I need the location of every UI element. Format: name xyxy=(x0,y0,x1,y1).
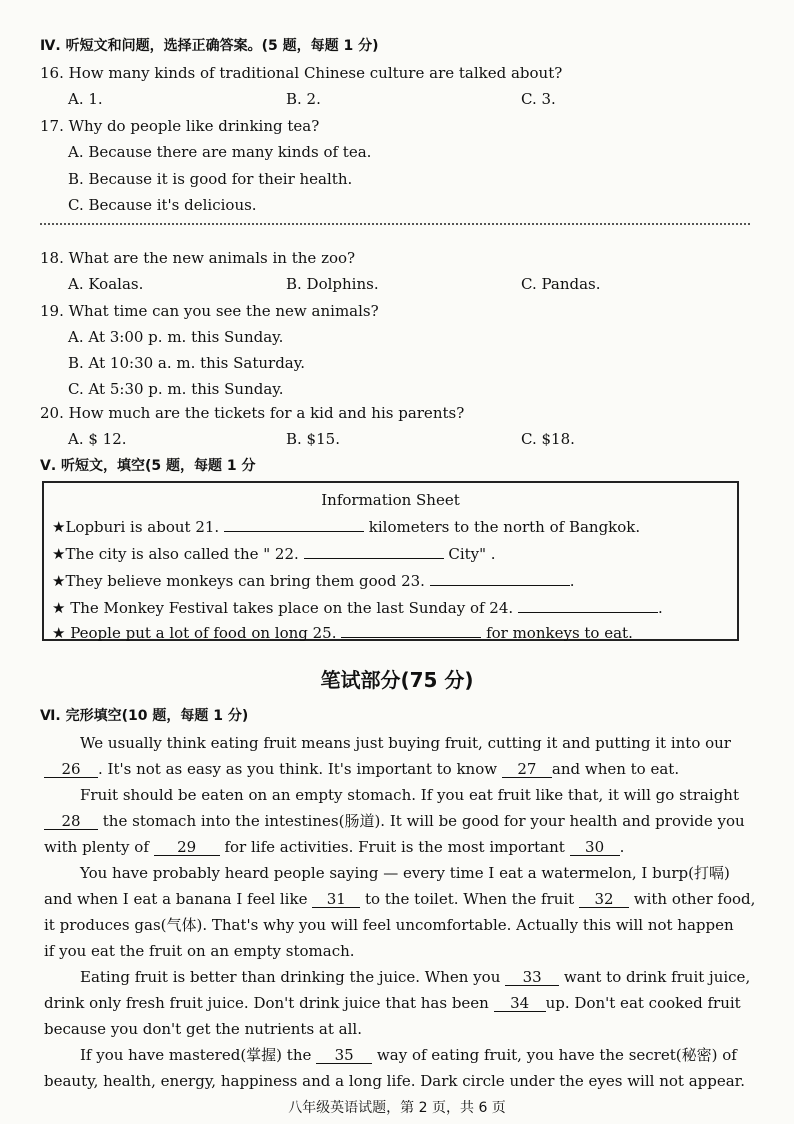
section-5-heading: Ⅴ. 听短文，填空(5 题，每题 1 分 xyxy=(40,458,256,474)
answer-blank-24[interactable] xyxy=(518,598,658,613)
q18-option-c: C. Pandas. xyxy=(521,275,601,293)
cloze-blank-35[interactable]: 35 xyxy=(316,1047,372,1064)
section-6-heading: Ⅵ. 完形填空(10 题，每题 1 分) xyxy=(40,708,249,724)
answer-blank-22[interactable] xyxy=(304,544,444,559)
cloze-paragraph-3: You have probably heard people saying — every time I eat a watermelon, I burp(打嗝) and when I eat a banana I feel like 31 to the toilet. When the fruit 32 with other food, it produces gas(气体). That's why you will feel uncomfortable. Actually this will not happen if you eat the fruit on an empty stomach. xyxy=(44,864,756,960)
q20-option-a: A. $ 12. xyxy=(68,430,127,448)
q17-option-c: C. Because it's delicious. xyxy=(68,196,257,214)
cloze-blank-29[interactable]: 29 xyxy=(154,839,220,856)
q20-option-b: B. $15. xyxy=(286,430,340,448)
q20-option-c: C. $18. xyxy=(521,430,575,448)
cloze-blank-34[interactable]: 34 xyxy=(494,995,546,1012)
written-part-title: 笔试部分(75 分) xyxy=(320,668,474,692)
cloze-blank-28[interactable]: 28 xyxy=(44,813,98,830)
answer-blank-23[interactable] xyxy=(430,571,570,586)
information-sheet xyxy=(42,481,739,641)
q17-option-a: A. Because there are many kinds of tea. xyxy=(68,143,372,161)
page-footer: 八年级英语试题，第 2 页，共 6 页 xyxy=(288,1100,506,1116)
q16-option-a: A. 1. xyxy=(68,90,103,108)
sheet-line-25: ★ People put a lot of food on long 25. for monkeys to eat. xyxy=(52,624,633,642)
cloze-blank-32[interactable]: 32 xyxy=(579,891,629,908)
cloze-blank-33[interactable]: 33 xyxy=(505,969,559,986)
q16-option-b: B. 2. xyxy=(286,90,321,108)
cloze-paragraph-1: We usually think eating fruit means just buying fruit, cutting it and putting it into our 26 . It's not as easy as you think. It's important to know 27 and when to eat. xyxy=(44,730,766,782)
q17-option-b: B. Because it is good for their health. xyxy=(68,170,353,188)
question-17: 17. Why do people like drinking tea? xyxy=(40,117,320,135)
question-20: 20. How much are the tickets for a kid and his parents? xyxy=(40,404,465,422)
question-16: 16. How many kinds of traditional Chinese culture are talked about? xyxy=(40,64,563,82)
information-sheet-title: Information Sheet xyxy=(321,491,460,509)
cloze-paragraph-2: Fruit should be eaten on an empty stomach. If you eat fruit like that, it will go straight 28 the stomach into the intestines(肠道). It will be good for your health and provide you with plenty of 29 for life activities. Fruit is the most important 30 . xyxy=(44,786,745,856)
q19-option-a: A. At 3:00 p. m. this Sunday. xyxy=(68,328,284,346)
q18-option-b: B. Dolphins. xyxy=(286,275,379,293)
q16-option-c: C. 3. xyxy=(521,90,556,108)
cloze-paragraph-5: If you have mastered(掌握) the 35 way of eating fruit, you have the secret(秘密) of beauty, health, energy, happiness and a long life. Dark circle under the eyes will not appear. xyxy=(44,1046,745,1090)
dotted-divider xyxy=(40,223,750,225)
q19-option-b: B. At 10:30 a. m. this Saturday. xyxy=(68,354,305,372)
cloze-paragraph-4: Eating fruit is better than drinking the juice. When you 33 want to drink fruit juice, drink only fresh fruit juice. Don't drink juice that has been 34 up. Don't eat cooked fruit because you don't get the nutrients at all. xyxy=(44,968,751,1038)
section-4-heading: Ⅳ. 听短文和问题，选择正确答案。(5 题，每题 1 分) xyxy=(40,38,379,54)
question-19: 19. What time can you see the new animals? xyxy=(40,302,379,320)
sheet-line-21: ★Lopburi is about 21. kilometers to the north of Bangkok. xyxy=(52,518,641,536)
cloze-blank-26[interactable]: 26 xyxy=(44,761,98,778)
sheet-line-22: ★The city is also called the " 22. City" . xyxy=(52,545,496,563)
answer-blank-21[interactable] xyxy=(224,517,364,532)
q18-option-a: A. Koalas. xyxy=(68,275,144,293)
sheet-line-23: ★They believe monkeys can bring them good 23. . xyxy=(52,572,575,590)
cloze-blank-27[interactable]: 27 xyxy=(502,761,552,778)
sheet-line-24: ★ The Monkey Festival takes place on the last Sunday of 24. . xyxy=(52,599,663,617)
question-18: 18. What are the new animals in the zoo? xyxy=(40,249,356,267)
cloze-blank-31[interactable]: 31 xyxy=(312,891,360,908)
q19-option-c: C. At 5:30 p. m. this Sunday. xyxy=(68,380,284,398)
cloze-blank-30[interactable]: 30 xyxy=(570,839,620,856)
answer-blank-25[interactable] xyxy=(341,623,481,638)
